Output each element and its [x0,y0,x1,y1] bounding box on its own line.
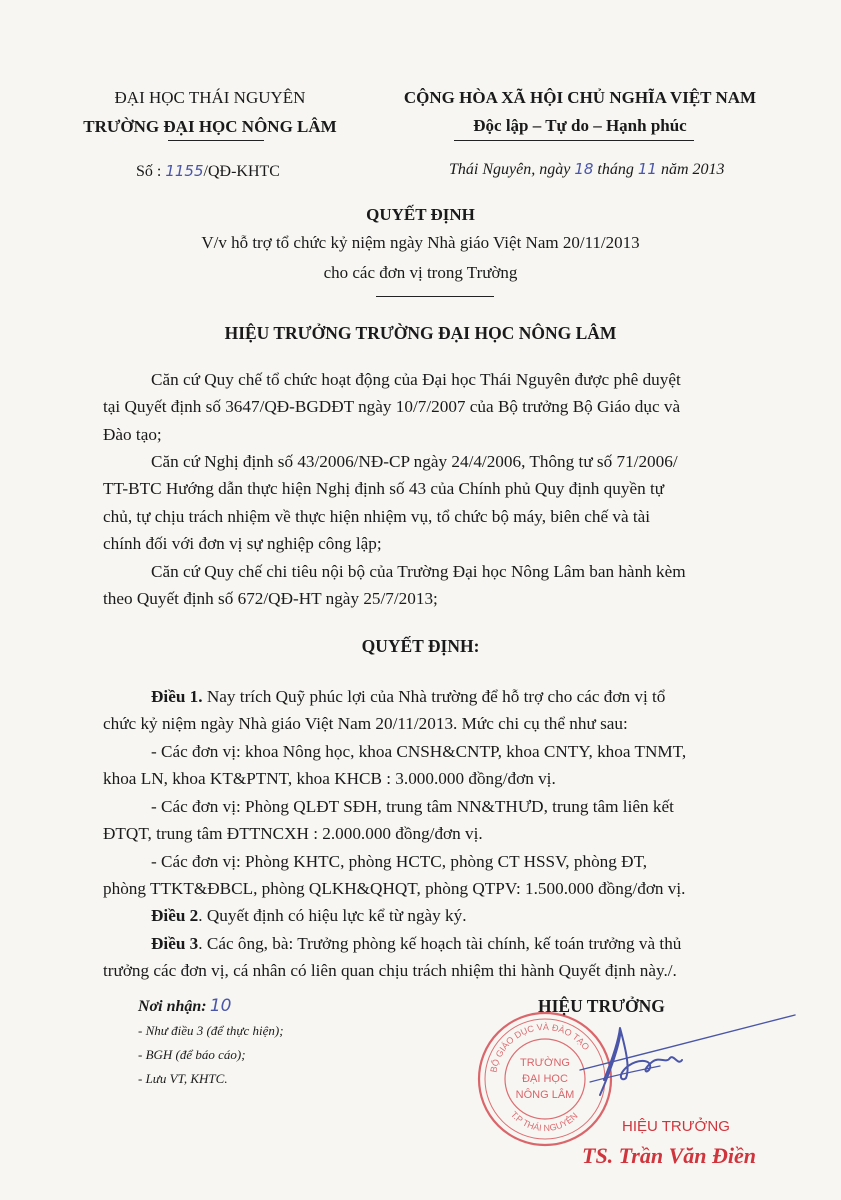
article-3-text: . Các ông, bà: Trưởng phòng kế hoạch tài chính, kế toán trưởng và thủ [198,934,682,953]
item-1-line: khoa LN, khoa KT&PTNT, khoa KHCB : 3.000.000 đồng/đơn vị. [103,769,556,789]
recipients-title-row [138,994,284,1019]
subject-underline [376,296,494,297]
preamble-3-line: theo Quyết định số 672/QĐ-HT ngày 25/7/2013; [103,589,438,609]
article-3 [103,930,769,985]
item-2-line: ĐTQT, trung tâm ĐTTNCXH : 2.000.000 đồng/đơn vị. [103,824,483,844]
item-2-line: - Các đơn vị: Phòng QLĐT SĐH, trung tâm NN&THƯD, trung tâm liên kết [151,796,674,816]
stamp-signer-name: TS. Trần Văn Điền [582,1143,757,1168]
seal-ring-bottom: T.P THÁI NGUYÊN [508,1109,580,1134]
preamble-2-line: chính đối với đơn vị sự nghiệp công lập; [103,534,382,554]
preamble-1-line: tại Quyết định số 3647/QĐ-BGDĐT ngày 10/7/2007 của Bộ trưởng Bộ Giáo dục và [103,397,681,417]
recipients-block [138,994,284,1091]
recipient-line: - Lưu VT, KHTC. [138,1071,228,1086]
motto-underline [454,140,694,141]
preamble-1 [103,366,769,448]
article-3-first-line [103,930,769,957]
motto: Độc lập – Tự do – Hạnh phúc [473,116,687,135]
article-2 [103,902,769,929]
article-1 [103,683,769,738]
document-number [136,162,280,181]
stamp-position: HIỆU TRƯỞNG [622,1118,730,1135]
article-1-label: Điều 1. [151,687,203,706]
item-1-line: - Các đơn vị: khoa Nông học, khoa CNSH&CNTP, khoa CNTY, khoa TNMT, [151,742,687,761]
seal-ring-top: BỘ GIÁO DỤC VÀ ĐÀO TẠO [488,1021,592,1074]
article-1-first-line [103,683,769,710]
signer-position: HIỆU TRƯỞNG [538,996,665,1016]
preamble-3-line: Căn cứ Quy chế chi tiêu nội bộ của Trường Đại học Nông Lâm ban hành kèm [151,562,686,581]
nation-title: CỘNG HÒA XÃ HỘI CHỦ NGHĨA VIỆT NAM [403,88,757,107]
recipients-title: Nơi nhận: [138,998,207,1015]
decision-heading: QUYẾT ĐỊNH: [361,636,480,656]
org-underline [168,140,264,141]
article-2-text: . Quyết định có hiệu lực kể từ ngày ký. [198,906,467,925]
seal-text-3: NÔNG LÂM [515,1089,575,1101]
number-prefix: Số : [136,163,162,180]
handwritten-signature [560,1000,800,1110]
date-suffix: năm 2013 [660,161,725,178]
date-prefix: Thái Nguyên, ngày [449,161,571,178]
subject-line-1: V/v hỗ trợ tổ chức kỷ niệm ngày Nhà giáo Việt Nam 20/11/2013 [201,233,640,252]
article-1-text: Nay trích Quỹ phúc lợi của Nhà trường để hỗ trợ cho các đơn vị tổ [206,687,666,706]
preamble-2-line: Căn cứ Nghị định số 43/2006/NĐ-CP ngày 24/4/2006, Thông tư số 71/2006/ [151,452,678,471]
seal-text-2: ĐẠI HỌC [522,1073,568,1085]
article-2-label: Điều 2 [151,906,199,925]
recipient-line: - Như điều 3 (để thực hiện); [138,1023,284,1038]
number-suffix: /QĐ-KHTC [203,163,280,180]
preamble-1-line: Đào tạo; [103,424,162,444]
seal-text-1: TRƯỜNG [520,1057,570,1069]
date-mid: tháng [597,161,634,178]
authority-heading: HIỆU TRƯỞNG TRƯỜNG ĐẠI HỌC NÔNG LÂM [224,323,617,343]
article-2-line [103,902,769,929]
preamble-3 [103,558,769,613]
recipients-handwritten: 10 [209,996,232,1016]
article-3-label: Điều 3 [151,934,199,953]
recipient-line: - BGH (để báo cáo); [138,1047,246,1062]
item-3-line: phòng TTKT&ĐBCL, phòng QLKH&QHQT, phòng QTPV: 1.500.000 đồng/đơn vị. [103,879,686,899]
article-3-line: trưởng các đơn vị, cá nhân có liên quan chịu trách nhiệm thi hành Quyết định này./. [103,961,677,981]
org-name: TRƯỜNG ĐẠI HỌC NÔNG LÂM [83,117,337,136]
document-date [449,160,725,179]
number-handwritten: 1155 [165,162,204,180]
item-3-line: - Các đơn vị: Phòng KHTC, phòng HCTC, phòng CT HSSV, phòng ĐT, [151,851,648,871]
preamble-2 [103,448,769,558]
date-day: 18 [574,160,594,178]
subject-line-2: cho các đơn vị trong Trường [323,263,518,282]
article-1-items [103,738,769,902]
decision-title: QUYẾT ĐỊNH [366,205,475,224]
date-month: 11 [637,160,657,178]
preamble-1-line: Căn cứ Quy chế tổ chức hoạt động của Đại học Thái Nguyên được phê duyệt [151,370,681,389]
org-parent: ĐẠI HỌC THÁI NGUYÊN [114,88,306,107]
article-1-line: chức kỷ niệm ngày Nhà giáo Việt Nam 20/11/2013. Mức chi cụ thể như sau: [103,714,628,734]
preamble-2-line: TT-BTC Hướng dẫn thực hiện Nghị định số 43 của Chính phủ Quy định quyền tự [103,479,665,499]
preamble-2-line: chủ, tự chịu trách nhiệm về thực hiện nhiệm vụ, tổ chức bộ máy, biên chế và tài [103,506,651,526]
